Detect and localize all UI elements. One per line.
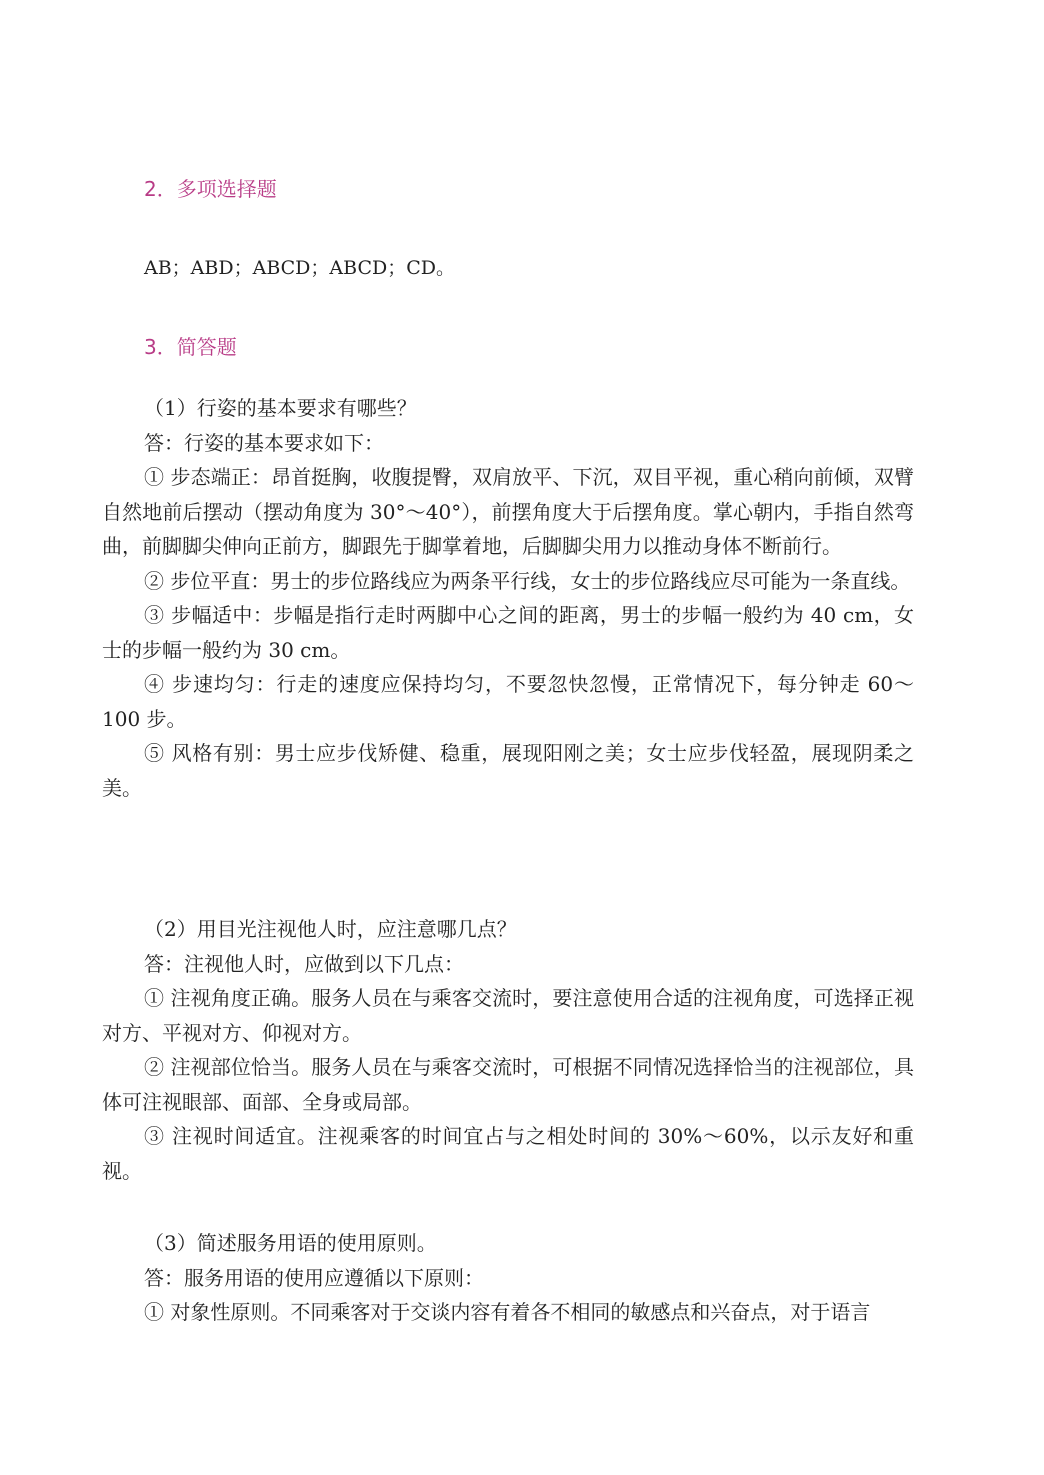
question-block-2 xyxy=(102,912,914,1188)
multiple-choice-answers: AB；ABD；ABCD；ABCD；CD。 xyxy=(144,257,455,279)
answer-point: ③ 注视时间适宜。注视乘客的时间宜占与之相处时间的 30%～60%，以示友好和重视。 xyxy=(102,1124,914,1183)
section-heading-multiple-choice: 2．多项选择题 xyxy=(144,177,277,201)
question-title: （2）用目光注视他人时，应注意哪几点？ xyxy=(144,917,517,941)
answer-intro: 答：注视他人时，应做到以下几点： xyxy=(144,951,464,976)
answer-point: ① 对象性原则。不同乘客对于交谈内容有着各不相同的敏感点和兴奋点，对于语言 xyxy=(144,1300,871,1324)
answer-intro: 答：行姿的基本要求如下： xyxy=(144,430,384,455)
answer-intro: 答：服务用语的使用应遵循以下原则： xyxy=(144,1265,484,1290)
answer-point: ② 步位平直：男士的步位路线应为两条平行线，女士的步位路线应尽可能为一条直线。 xyxy=(144,568,911,593)
question-block-1 xyxy=(102,391,914,805)
section-heading-short-answer: 3．简答题 xyxy=(144,335,237,359)
question-block-3 xyxy=(102,1226,914,1330)
answer-point: ② 注视部位恰当。服务人员在与乘客交流时，可根据不同情况选择恰当的注视部位，具体可注视眼部、面部、全身或局部。 xyxy=(102,1055,914,1114)
question-title: （1）行姿的基本要求有哪些？ xyxy=(144,396,417,420)
question-title: （3）简述服务用语的使用原则。 xyxy=(144,1231,437,1255)
answer-point: ③ 步幅适中：步幅是指行走时两脚中心之间的距离，男士的步幅一般约为 40 cm，女士的步幅一般约为 30 cm。 xyxy=(102,603,914,662)
answer-point: ④ 步速均匀：行走的速度应保持均匀，不要忽快忽慢，正常情况下，每分钟走 60～100 步。 xyxy=(102,672,914,731)
answer-point: ① 步态端正：昂首挺胸，收腹提臀，双肩放平、下沉，双目平视，重心稍向前倾，双臂自然地前后摆动（摆动角度为 30°～40°），前摆角度大于后摆角度。掌心朝内，手指自然弯曲，前脚脚尖伸向正前方，脚跟先于脚掌着地，后脚脚尖用力以推动身体不断前行。 xyxy=(102,465,914,558)
answer-point: ⑤ 风格有别：男士应步伐矫健、稳重，展现阳刚之美；女士应步伐轻盈，展现阴柔之美。 xyxy=(102,741,914,800)
answer-point: ① 注视角度正确。服务人员在与乘客交流时，要注意使用合适的注视角度，可选择正视对方、平视对方、仰视对方。 xyxy=(102,986,914,1045)
